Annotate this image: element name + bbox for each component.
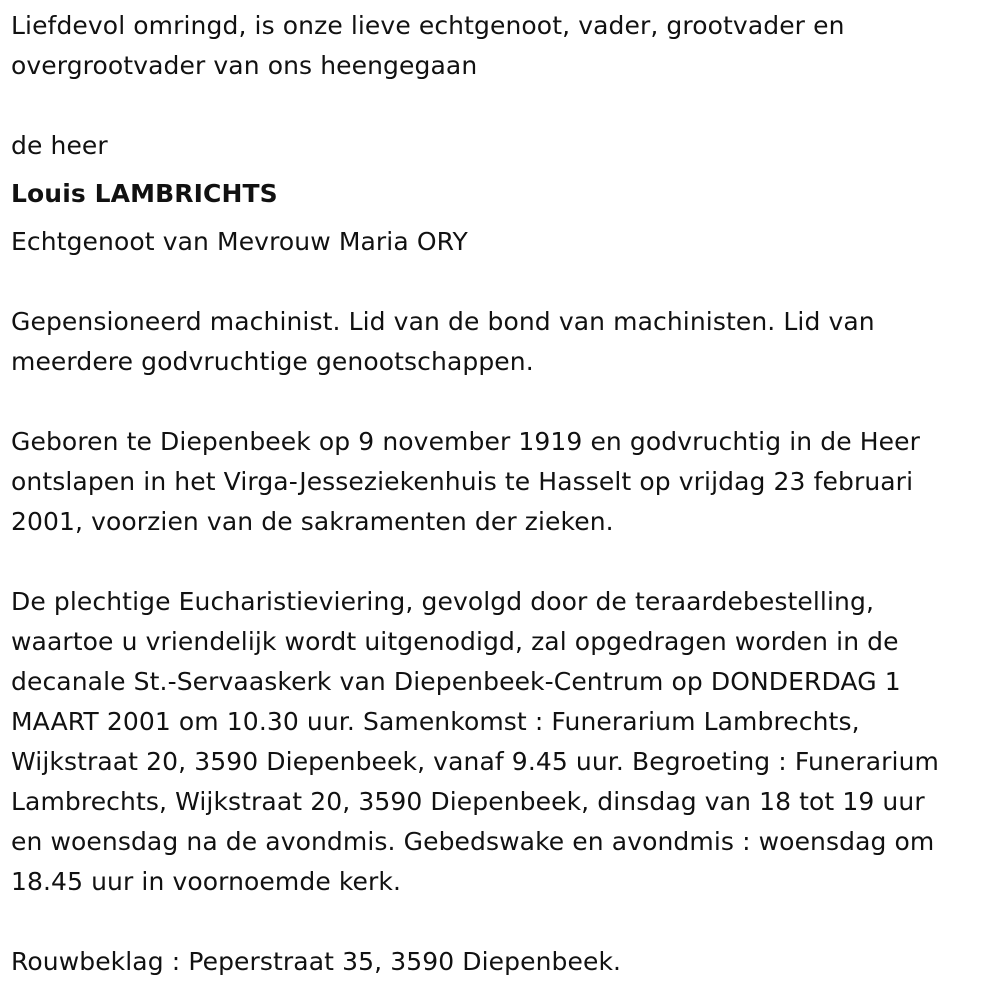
condolences-line: Rouwbeklag : Peperstraat 35, 3590 Diepenbeek. [11, 947, 622, 976]
salutation: de heer [11, 131, 108, 160]
spacer [11, 542, 996, 582]
spacer [11, 262, 996, 302]
deceased-name: Louis LAMBRICHTS [11, 179, 278, 208]
birth-death-line: Geboren te Diepenbeek op 9 november 1919 en godvruchtig in de Heer [11, 427, 921, 456]
birth-death-line: ontslapen in het Virga-Jesseziekenhuis te Hasselt op vrijdag 23 februari [11, 467, 914, 496]
ceremony-line: decanale St.-Servaaskerk van Diepenbeek-Centrum op DONDERDAG 1 [11, 667, 901, 696]
spacer [11, 382, 996, 422]
ceremony-line: en woensdag na de avondmis. Gebedswake en avondmis : woensdag om [11, 827, 935, 856]
occupation-line: Gepensioneerd machinist. Lid van de bond van machinisten. Lid van [11, 307, 875, 336]
spacer [11, 902, 996, 942]
intro-line: overgrootvader van ons heengegaan [11, 51, 478, 80]
ceremony-line: De plechtige Eucharistieviering, gevolgd door de teraardebestelling, [11, 587, 874, 616]
occupation-line: meerdere godvruchtige genootschappen. [11, 347, 534, 376]
obituary-document [11, 6, 996, 982]
birth-death-line: 2001, voorzien van de sakramenten der zieken. [11, 507, 614, 536]
ceremony-line: waartoe u vriendelijk wordt uitgenodigd, zal opgedragen worden in de [11, 627, 899, 656]
ceremony-line: 18.45 uur in voornoemde kerk. [11, 867, 402, 896]
ceremony-line: MAART 2001 om 10.30 uur. Samenkomst : Funerarium Lambrechts, [11, 707, 860, 736]
ceremony-line: Lambrechts, Wijkstraat 20, 3590 Diepenbeek, dinsdag van 18 tot 19 uur [11, 787, 925, 816]
spouse-line: Echtgenoot van Mevrouw Maria ORY [11, 227, 468, 256]
ceremony-line: Wijkstraat 20, 3590 Diepenbeek, vanaf 9.45 uur. Begroeting : Funerarium [11, 747, 939, 776]
intro-line: Liefdevol omringd, is onze lieve echtgenoot, vader, grootvader en [11, 11, 845, 40]
spacer [11, 86, 996, 126]
